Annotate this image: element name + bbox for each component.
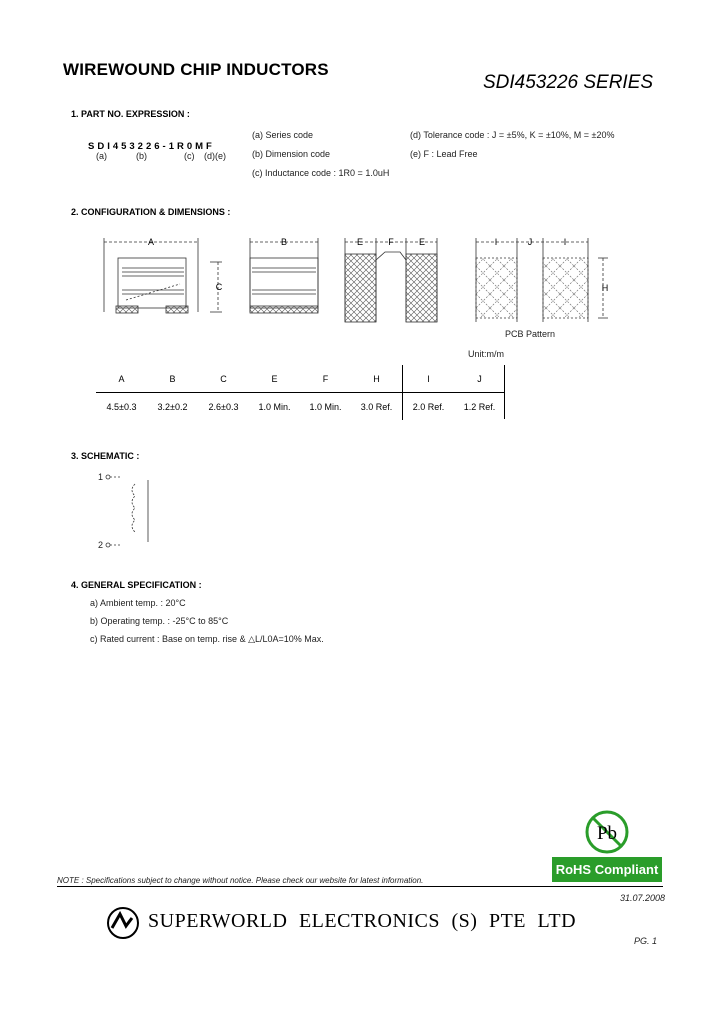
series-name: SDI453226 SERIES bbox=[483, 72, 654, 93]
table-header: H bbox=[351, 365, 403, 393]
pin1-terminal bbox=[106, 475, 110, 479]
pin1-label: 1 bbox=[98, 472, 104, 482]
dim-label-i-left: I bbox=[494, 237, 498, 247]
company-name: SUPERWORLD ELECTRONICS (S) PTE LTD bbox=[148, 910, 577, 932]
footer-divider bbox=[57, 886, 663, 887]
pcb-pattern bbox=[476, 238, 608, 322]
dim-label-i-right: I bbox=[563, 237, 567, 247]
dimensions-table bbox=[96, 365, 505, 420]
dim-label-c: C bbox=[215, 282, 223, 292]
spec-rated-current: c) Rated current : Base on temp. rise & △L/L0A=10% Max. bbox=[90, 634, 324, 644]
legend-tolerance-code: (d) Tolerance code : J = ±5%, K = ±10%, M = ±20% bbox=[410, 130, 615, 140]
company-logo-icon bbox=[106, 906, 140, 940]
table-header: F bbox=[300, 365, 351, 393]
dim-label-b: B bbox=[280, 237, 288, 247]
marker-b: (b) bbox=[136, 151, 147, 161]
lead-free-icon bbox=[583, 808, 631, 856]
dim-label-a: A bbox=[147, 237, 155, 247]
page-title: WIREWOUND CHIP INDUCTORS bbox=[63, 60, 329, 79]
part-code: SDI453226-1R0MF bbox=[88, 141, 215, 152]
footer-note: NOTE : Specifications subject to change without notice. Please check our website for latest information. bbox=[57, 876, 424, 885]
section-general-heading: 4. GENERAL SPECIFICATION : bbox=[71, 580, 202, 590]
dim-label-h: H bbox=[601, 283, 609, 293]
table-header: I bbox=[403, 365, 455, 393]
spec-ambient-temp: a) Ambient temp. : 20°C bbox=[90, 598, 186, 608]
bottom-view bbox=[345, 238, 437, 322]
legend-inductance-code: (c) Inductance code : 1R0 = 1.0uH bbox=[252, 168, 390, 178]
table-header: C bbox=[198, 365, 249, 393]
pin2-label: 2 bbox=[98, 540, 104, 550]
table-cell: 1.0 Min. bbox=[258, 401, 291, 412]
legend-lead-free: (e) F : Lead Free bbox=[410, 149, 478, 159]
table-cell: 2.6±0.3 bbox=[208, 401, 239, 412]
table-header: A bbox=[96, 365, 147, 393]
dimension-drawings bbox=[0, 225, 720, 340]
table-cell: 4.5±0.3 bbox=[106, 401, 137, 412]
section-part-no-heading: 1. PART NO. EXPRESSION : bbox=[71, 109, 190, 119]
table-cell: 3.0 Ref. bbox=[360, 401, 393, 412]
table-value-row bbox=[96, 393, 505, 421]
table-cell: 2.0 Ref. bbox=[403, 393, 455, 421]
dim-label-e-left: E bbox=[356, 237, 364, 247]
table-header: B bbox=[147, 365, 198, 393]
page-number: PG. 1 bbox=[634, 936, 658, 946]
pb-symbol: Pb bbox=[596, 823, 618, 844]
marker-c: (c) bbox=[184, 151, 195, 161]
table-header-row bbox=[96, 365, 505, 393]
pcb-caption: PCB Pattern bbox=[505, 329, 556, 339]
table-cell: 1.2 Ref. bbox=[463, 401, 496, 412]
front-view bbox=[104, 238, 222, 313]
document-date: 31.07.2008 bbox=[620, 893, 666, 903]
table-cell: 3.2±0.2 bbox=[157, 401, 188, 412]
spec-operating-temp: b) Operating temp. : -25°C to 85°C bbox=[90, 616, 229, 626]
legend-series-code: (a) Series code bbox=[252, 130, 314, 140]
dim-label-e-right: E bbox=[418, 237, 426, 247]
table-right-border bbox=[504, 365, 505, 419]
table-header: E bbox=[249, 365, 300, 393]
table-header: J bbox=[454, 365, 505, 393]
side-view bbox=[250, 238, 318, 313]
marker-a: (a) bbox=[96, 151, 107, 161]
rohs-badge: RoHS Compliant bbox=[552, 857, 662, 882]
unit-label: Unit:m/m bbox=[468, 349, 504, 359]
table-cell: 1.0 Min. bbox=[309, 401, 342, 412]
pin2-terminal bbox=[106, 543, 110, 547]
coil-symbol bbox=[132, 484, 135, 532]
legend-dimension-code: (b) Dimension code bbox=[252, 149, 331, 159]
marker-de: (d)(e) bbox=[204, 151, 226, 161]
dim-label-j: J bbox=[527, 237, 533, 247]
section-schematic-heading: 3. SCHEMATIC : bbox=[71, 451, 140, 461]
dim-label-f: F bbox=[388, 237, 394, 247]
section-config-heading: 2. CONFIGURATION & DIMENSIONS : bbox=[71, 207, 231, 217]
